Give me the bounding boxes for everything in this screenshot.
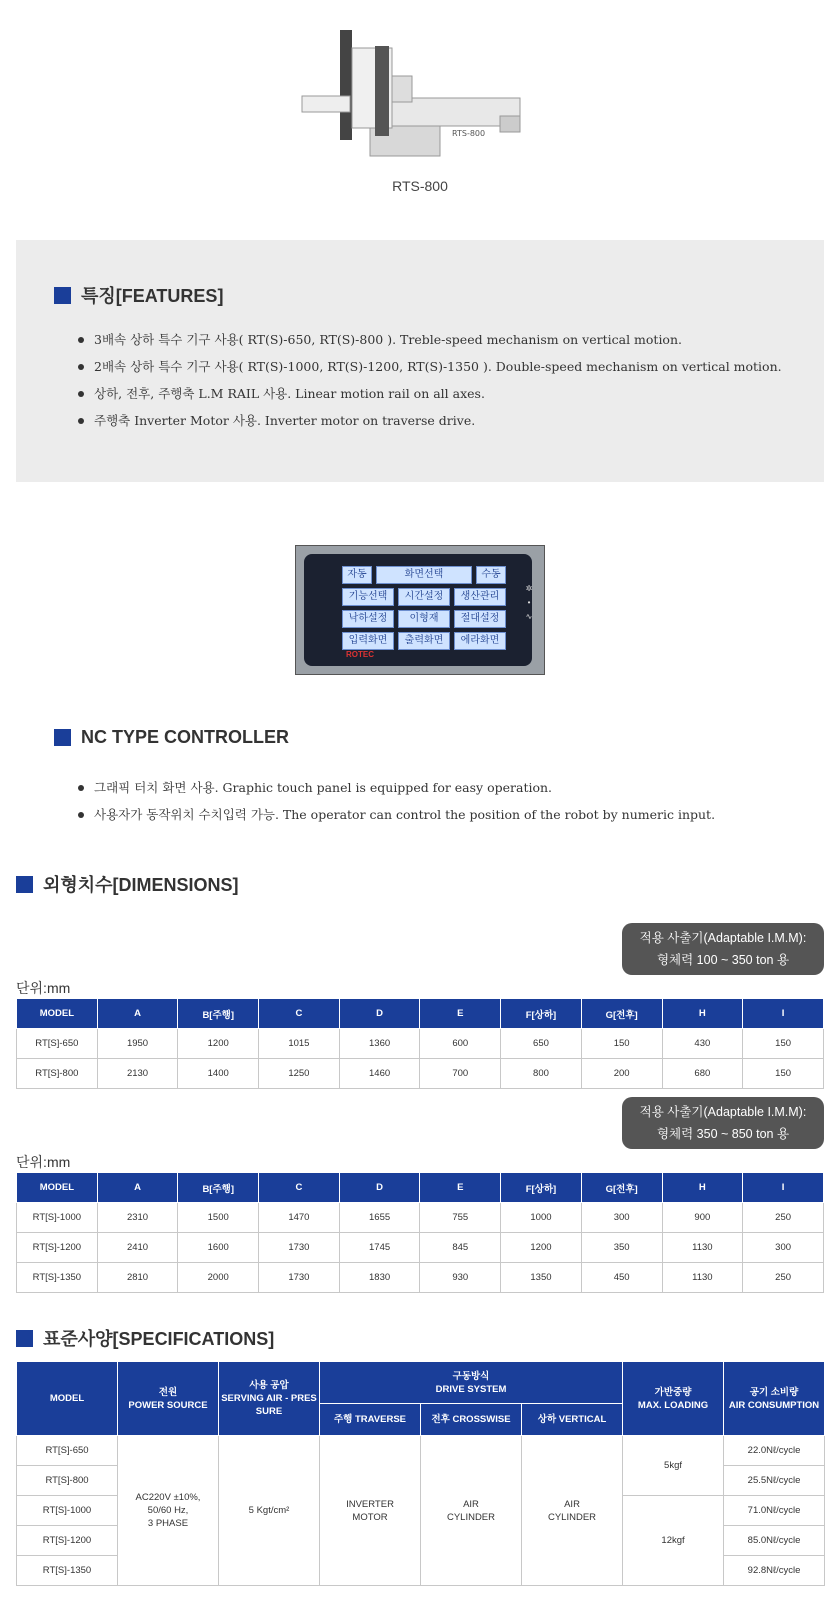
panel-button: 절대설정 <box>454 610 506 628</box>
col-header <box>724 1362 825 1436</box>
header-line: 전원 <box>158 1386 178 1398</box>
cell-line: AIR <box>564 1498 580 1510</box>
feature-item: 2배속 상하 특수 기구 사용( RT(S)-1000, RT(S)-1200, RT(S)-1350 ). Double-speed mechanism on vertical motion. <box>76 357 782 384</box>
cell-line: 50/60 Hz, <box>147 1505 189 1516</box>
table-cell: 680 <box>662 1059 743 1089</box>
table-row <box>17 1059 824 1089</box>
table-cell <box>320 1436 421 1586</box>
table-cell: 92.8Nℓ/cycle <box>724 1556 825 1586</box>
table-cell: 1130 <box>662 1263 743 1293</box>
table-cell <box>522 1436 623 1586</box>
table-row <box>17 1263 824 1293</box>
dimensions-table-2 <box>16 1172 824 1293</box>
table-cell: RT[S]-800 <box>17 1059 98 1089</box>
table-cell: 430 <box>662 1029 743 1059</box>
table-cell: RT[S]-650 <box>17 1029 98 1059</box>
table-cell: 1200 <box>501 1233 582 1263</box>
table-cell: RT[S]-1000 <box>17 1496 118 1526</box>
dimensions-table-1 <box>16 998 824 1089</box>
col-header: A <box>97 999 178 1029</box>
col-header: C <box>259 999 340 1029</box>
section-marker-icon <box>54 287 71 304</box>
col-header: H <box>662 1173 743 1203</box>
col-header: 전후 CROSSWISE <box>421 1404 522 1436</box>
header-line: 가반중량 <box>654 1386 692 1398</box>
cell-line: CYLINDER <box>446 1511 496 1523</box>
badge-line: 적용 사출기(Adaptable I.M.M): <box>639 1105 807 1119</box>
table-cell: 845 <box>420 1233 501 1263</box>
header-line: MAX. LOADING <box>637 1399 709 1411</box>
table-cell: 71.0Nℓ/cycle <box>724 1496 825 1526</box>
nc-list <box>76 778 715 832</box>
panel-button: 화면선택 <box>376 566 472 584</box>
table-cell: 1830 <box>339 1263 420 1293</box>
table-cell: 150 <box>743 1059 824 1089</box>
table-cell: 2410 <box>97 1233 178 1263</box>
nc-item: 사용자가 동작위치 수치입력 가능. The operator can control the position of the robot by numeric input. <box>76 805 715 832</box>
table-cell: 150 <box>743 1029 824 1059</box>
table-cell: 25.5Nℓ/cycle <box>724 1466 825 1496</box>
badge-line: 적용 사출기(Adaptable I.M.M): <box>639 931 807 945</box>
robot-product-image <box>300 28 530 168</box>
col-header: 상하 VERTICAL <box>522 1404 623 1436</box>
feature-item: 3배속 상하 특수 기구 사용( RT(S)-650, RT(S)-800 ). Treble-speed mechanism on vertical motion. <box>76 330 782 357</box>
table-cell: 2310 <box>97 1203 178 1233</box>
col-header: H <box>662 999 743 1029</box>
product-section <box>0 0 840 220</box>
table-cell: 250 <box>743 1263 824 1293</box>
panel-button: 생산관리 <box>454 588 506 606</box>
table-cell: 600 <box>420 1029 501 1059</box>
col-header: A <box>97 1173 178 1203</box>
panel-button: 자동 <box>342 566 372 584</box>
table-cell: 1730 <box>259 1233 340 1263</box>
table-cell: 22.0Nℓ/cycle <box>724 1436 825 1466</box>
header-line: AIR CONSUMPTION <box>728 1399 820 1411</box>
features-box <box>16 240 824 482</box>
table-cell: 450 <box>581 1263 662 1293</box>
table-cell: 1460 <box>339 1059 420 1089</box>
panel-brand-logo: ROTEC <box>346 650 374 659</box>
feature-item: 주행축 Inverter Motor 사용. Inverter motor on traverse drive. <box>76 411 782 438</box>
table-cell: 1350 <box>501 1263 582 1293</box>
table-cell: 250 <box>743 1203 824 1233</box>
table-cell: 1400 <box>178 1059 259 1089</box>
panel-led-icons: ✲ • ∿ <box>525 584 533 621</box>
panel-button: 수동 <box>476 566 506 584</box>
col-header: B[주행] <box>178 999 259 1029</box>
table-row <box>17 1203 824 1233</box>
dimensions-title <box>16 871 239 897</box>
section-marker-icon <box>16 876 33 893</box>
cell-line: MOTOR <box>352 1511 388 1523</box>
cell-line: INVERTER <box>346 1498 394 1510</box>
header-line: DRIVE SYSTEM <box>435 1383 507 1395</box>
controller-screen <box>304 554 532 666</box>
col-header: 주행 TRAVERSE <box>320 1404 421 1436</box>
table-cell: RT[S]-1200 <box>17 1233 98 1263</box>
table-cell: 700 <box>420 1059 501 1089</box>
table-cell <box>421 1436 522 1586</box>
table-header-row <box>17 1362 825 1404</box>
table-cell: 300 <box>581 1203 662 1233</box>
table-cell: 1655 <box>339 1203 420 1233</box>
unit-label: 단위:mm <box>16 980 71 996</box>
table-cell: 800 <box>501 1059 582 1089</box>
col-header: E <box>420 999 501 1029</box>
table-cell: 1250 <box>259 1059 340 1089</box>
table-header-row <box>17 1173 824 1203</box>
panel-button: 입력화면 <box>342 632 394 650</box>
panel-button: 에라화면 <box>454 632 506 650</box>
features-title-text: 특징[FEATURES] <box>81 286 224 306</box>
header-line: SERVING AIR - PRES SURE <box>221 1393 317 1417</box>
table-cell: 5kgf <box>623 1436 724 1496</box>
table-cell: 1000 <box>501 1203 582 1233</box>
panel-button: 출력화면 <box>398 632 450 650</box>
table-cell: 1470 <box>259 1203 340 1233</box>
table-cell: RT[S]-1200 <box>17 1526 118 1556</box>
cell-line: AIR <box>463 1498 479 1510</box>
cell-line: AC220V ±10%, <box>135 1492 201 1503</box>
features-title <box>54 282 223 308</box>
features-list <box>76 330 782 438</box>
table-cell: 300 <box>743 1233 824 1263</box>
badge-line: 형체력 100 ~ 350 ton 용 <box>656 953 790 967</box>
table-cell: RT[S]-1350 <box>17 1556 118 1586</box>
table-row <box>17 1233 824 1263</box>
table-cell: 1950 <box>97 1029 178 1059</box>
table-row <box>17 1029 824 1059</box>
table-row <box>17 1436 825 1466</box>
nc-title <box>54 727 289 748</box>
table-cell: 1600 <box>178 1233 259 1263</box>
panel-button: 시간설정 <box>398 588 450 606</box>
table-cell: 85.0Nℓ/cycle <box>724 1526 825 1556</box>
table-cell: 350 <box>581 1233 662 1263</box>
table-cell: RT[S]-650 <box>17 1436 118 1466</box>
col-header: MODEL <box>17 1362 118 1436</box>
header-line: 공기 소비량 <box>749 1386 799 1398</box>
col-header: MODEL <box>17 1173 98 1203</box>
col-header <box>320 1362 623 1404</box>
col-header: I <box>743 1173 824 1203</box>
cell-line: 3 PHASE <box>147 1518 189 1529</box>
nc-title-text: NC TYPE CONTROLLER <box>81 727 290 747</box>
specifications-title <box>16 1325 274 1351</box>
table-cell: RT[S]-1000 <box>17 1203 98 1233</box>
panel-button: 기능선택 <box>342 588 394 606</box>
table-cell: 5 Kgt/cm² <box>219 1436 320 1586</box>
col-header: I <box>743 999 824 1029</box>
col-header: F[상하] <box>501 1173 582 1203</box>
header-line: POWER SOURCE <box>128 1399 208 1411</box>
table-cell: RT[S]-1350 <box>17 1263 98 1293</box>
table-cell: 200 <box>581 1059 662 1089</box>
table-cell: 1745 <box>339 1233 420 1263</box>
table-cell: 1360 <box>339 1029 420 1059</box>
table-cell <box>118 1436 219 1586</box>
table-cell: 755 <box>420 1203 501 1233</box>
table-cell: 1200 <box>178 1029 259 1059</box>
nc-item: 그래픽 터치 화면 사용. Graphic touch panel is equipped for easy operation. <box>76 778 715 805</box>
table-cell: 1015 <box>259 1029 340 1059</box>
header-line: 구동방식 <box>452 1370 490 1382</box>
imm-badge-1 <box>622 923 824 975</box>
col-header: B[주행] <box>178 1173 259 1203</box>
table-cell: 1730 <box>259 1263 340 1293</box>
table-cell: 12kgf <box>623 1496 724 1586</box>
panel-button: 낙하설정 <box>342 610 394 628</box>
col-header <box>118 1362 219 1436</box>
controller-panel-image <box>295 545 545 675</box>
table-header-row <box>17 999 824 1029</box>
section-marker-icon <box>16 1330 33 1347</box>
dimensions-title-text: 외형치수[DIMENSIONS] <box>43 875 239 895</box>
table-cell: 1130 <box>662 1233 743 1263</box>
specifications-table <box>16 1361 825 1586</box>
table-cell: 900 <box>662 1203 743 1233</box>
badge-line: 형체력 350 ~ 850 ton 용 <box>656 1127 790 1141</box>
table-cell: 930 <box>420 1263 501 1293</box>
specifications-title-text: 표준사양[SPECIFICATIONS] <box>43 1329 275 1349</box>
robot-label: RTS-800 <box>452 129 486 138</box>
cell-line: CYLINDER <box>547 1511 597 1523</box>
col-header: C <box>259 1173 340 1203</box>
col-header: MODEL <box>17 999 98 1029</box>
header-line: 사용 공압 <box>249 1380 289 1391</box>
table-cell: 1500 <box>178 1203 259 1233</box>
table-cell: RT[S]-800 <box>17 1466 118 1496</box>
table-cell: 2130 <box>97 1059 178 1089</box>
table-cell: 150 <box>581 1029 662 1059</box>
col-header: D <box>339 999 420 1029</box>
unit-label: 단위:mm <box>16 1154 71 1170</box>
col-header <box>219 1362 320 1436</box>
col-header: D <box>339 1173 420 1203</box>
col-header: G[전후] <box>581 999 662 1029</box>
feature-item: 상하, 전후, 주행축 L.M RAIL 사용. Linear motion rail on all axes. <box>76 384 782 411</box>
section-marker-icon <box>54 729 71 746</box>
panel-button: 이형재 <box>398 610 450 628</box>
table-cell: 2000 <box>178 1263 259 1293</box>
col-header <box>623 1362 724 1436</box>
col-header: E <box>420 1173 501 1203</box>
col-header: F[상하] <box>501 999 582 1029</box>
table-cell: 650 <box>501 1029 582 1059</box>
table-cell: 2810 <box>97 1263 178 1293</box>
product-caption: RTS-800 <box>392 178 448 194</box>
imm-badge-2 <box>622 1097 824 1149</box>
col-header: G[전후] <box>581 1173 662 1203</box>
